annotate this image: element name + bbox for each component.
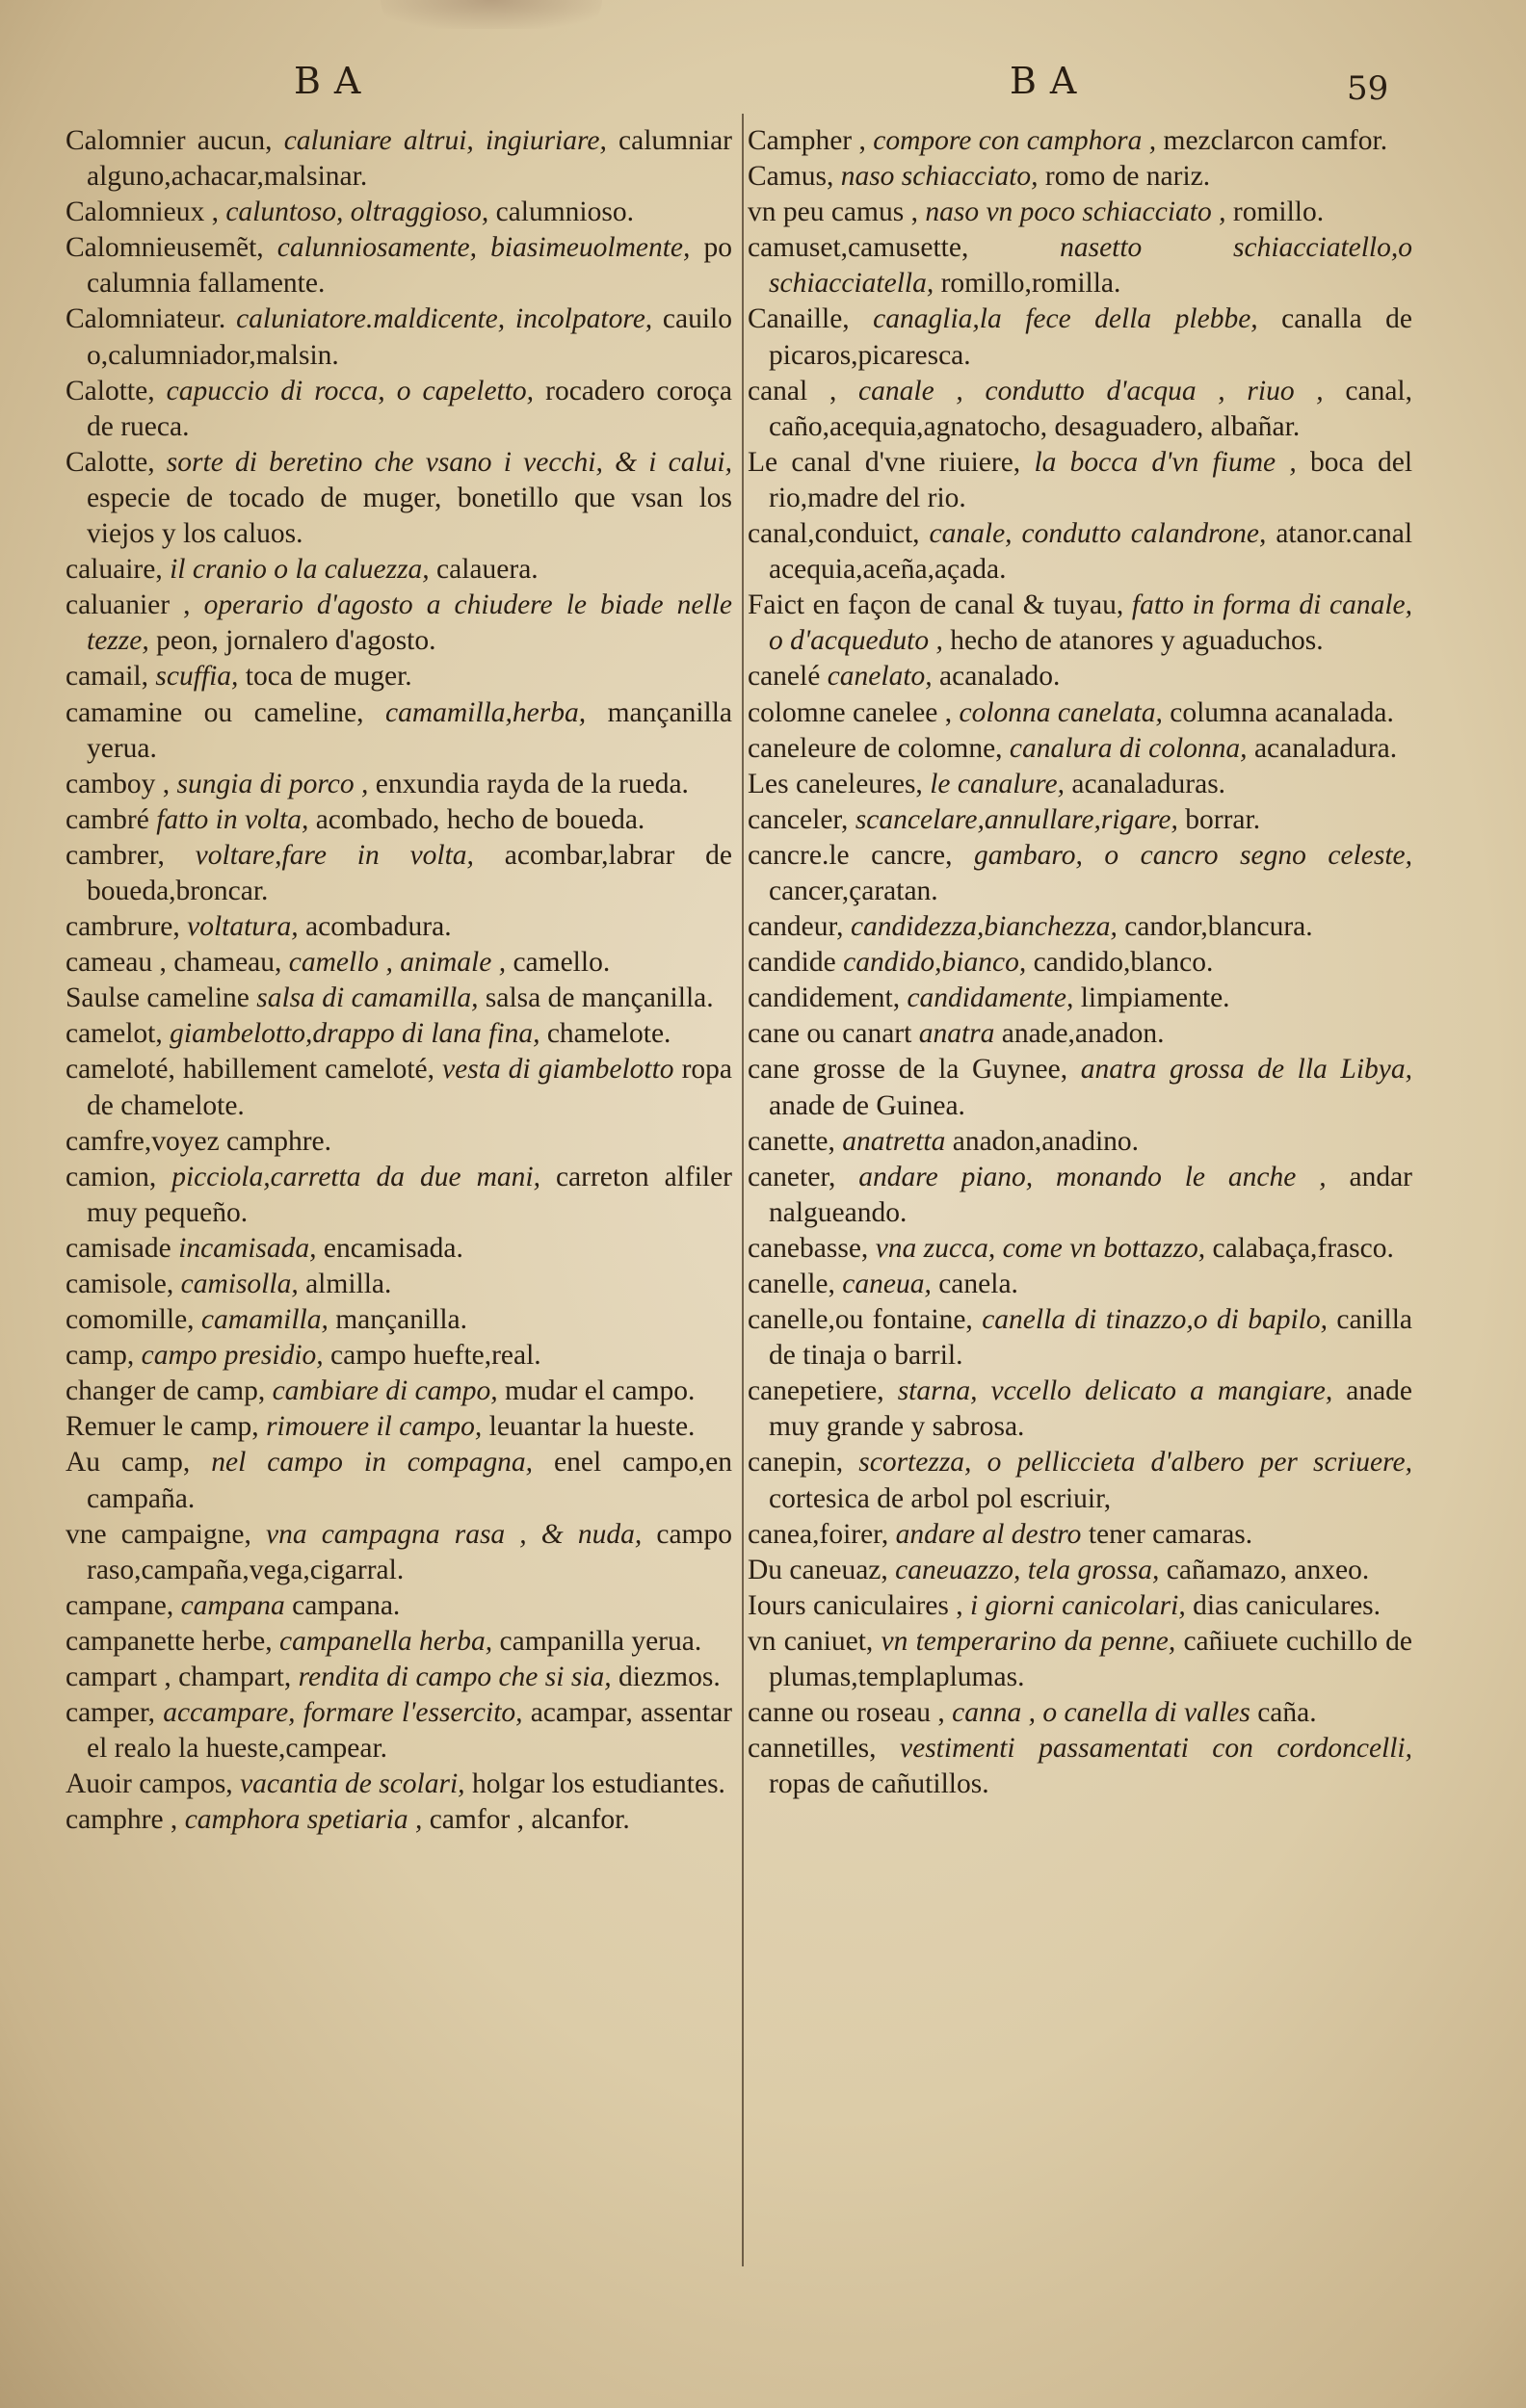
dictionary-entry: [66, 445, 732, 552]
page-number: 59: [1347, 69, 1389, 108]
dictionary-entry: [66, 1052, 732, 1123]
french-headword: candidement,: [748, 982, 901, 1014]
italian-gloss: candidezza,bianchezza,: [850, 911, 1118, 943]
french-headword: caluaire,: [66, 554, 163, 586]
italian-gloss: cambiare di campo,: [272, 1375, 498, 1407]
french-headword: camp,: [66, 1340, 135, 1372]
spanish-gloss: atanor.canal acequia,aceña,açada.: [769, 518, 1413, 586]
spanish-gloss: romillo,romilla.: [940, 268, 1121, 300]
french-headword: Au camp,: [66, 1447, 191, 1479]
italian-gloss: accampare, formare l'essercito,: [163, 1697, 523, 1729]
italian-gloss: capuccio di rocca, o capeletto,: [166, 375, 535, 406]
italian-gloss: operario d'agosto a chiudere le biade nelle tezze,: [87, 589, 733, 657]
italian-gloss: voltare,fare in volta,: [195, 839, 474, 871]
italian-gloss: vestimenti passamentati con cordoncelli,: [900, 1733, 1412, 1765]
spanish-gloss: acombadura.: [305, 911, 452, 943]
spanish-gloss: encamisada.: [323, 1232, 463, 1264]
spanish-gloss: acombar,labrar de boueda,broncar.: [87, 839, 732, 906]
italian-gloss: canella di tinazzo,o di bapilo,: [982, 1304, 1328, 1336]
spanish-gloss: borrar.: [1185, 803, 1261, 835]
spanish-gloss: leuantar la hueste.: [488, 1411, 696, 1443]
dictionary-entry: [748, 1231, 1412, 1267]
spanish-gloss: especie de tocado de muger, bonetillo que vsan los viejos y los caluos.: [87, 482, 732, 550]
dictionary-entry: [66, 1660, 732, 1695]
spanish-gloss: mudar el campo.: [505, 1375, 696, 1407]
spanish-gloss: columna acanalada.: [1170, 696, 1394, 728]
french-headword: campanette herbe,: [66, 1625, 273, 1657]
dictionary-entry: [748, 838, 1412, 909]
italian-gloss: caneua,: [842, 1269, 932, 1299]
spanish-gloss: anade,anadon.: [1001, 1018, 1165, 1050]
french-headword: camion,: [66, 1161, 157, 1192]
italian-gloss: campana: [180, 1589, 285, 1621]
french-headword: Campher ,: [748, 125, 866, 156]
dictionary-entry: [748, 445, 1412, 516]
italian-gloss: vacantia de scolari,: [240, 1768, 465, 1800]
spanish-gloss: anade muy grande y sabrosa.: [769, 1375, 1413, 1443]
spanish-gloss: romo de nariz.: [1044, 161, 1211, 193]
dictionary-entry: [748, 945, 1412, 981]
italian-gloss: le canalure,: [930, 768, 1065, 799]
french-headword: Calomniateur.: [66, 303, 226, 335]
french-headword: Calomnier aucun,: [66, 125, 273, 156]
italian-gloss: calunniosamente, biasimeuolmente,: [276, 232, 691, 264]
spanish-gloss: cañiuete cuchillo de plumas,templaplumas.: [769, 1625, 1413, 1693]
spanish-gloss: enel campo,en campaña.: [87, 1447, 732, 1514]
dictionary-entry: [748, 1517, 1412, 1553]
french-headword: cambrure,: [66, 911, 180, 943]
french-headword: vn caniuet,: [748, 1625, 874, 1657]
dictionary-entry: [66, 1338, 732, 1374]
dictionary-entry: [748, 767, 1412, 802]
italian-gloss: il cranio o la caluezza,: [170, 554, 430, 586]
italian-gloss: i giorni canicolari,: [970, 1589, 1186, 1621]
french-headword: cannetilles,: [748, 1733, 877, 1765]
italian-gloss: canelato,: [827, 661, 933, 693]
spanish-gloss: tener camaras.: [1088, 1518, 1253, 1550]
italian-gloss: nasetto schiacciatello,o schiacciatella,: [769, 232, 1412, 300]
italian-gloss: canalura di colonna,: [1009, 732, 1248, 764]
italian-gloss: vna zucca, come vn bottazzo,: [875, 1232, 1206, 1264]
dictionary-entry: [748, 123, 1412, 159]
italian-gloss: candido,bianco,: [843, 947, 1027, 979]
french-headword: vn peu camus ,: [748, 196, 918, 228]
french-headword: Calotte,: [66, 446, 155, 478]
running-head-right: BA: [1010, 60, 1091, 102]
spanish-gloss: toca de muger.: [245, 661, 412, 693]
dictionary-entry: [748, 1374, 1412, 1445]
italian-gloss: nel campo in compagna,: [211, 1447, 534, 1479]
french-headword: canelé: [748, 661, 821, 693]
italian-gloss: compore con camphora ,: [873, 125, 1157, 156]
spanish-gloss: hecho de atanores y aguaduchos.: [950, 625, 1324, 657]
spanish-gloss: candido,blanco.: [1033, 947, 1214, 979]
dictionary-entry: [748, 1445, 1412, 1516]
french-headword: Faict en façon de canal & tuyau,: [748, 589, 1124, 621]
french-headword: Auoir campos,: [66, 1768, 233, 1800]
italian-gloss: canale , condutto d'acqua , riuo ,: [858, 375, 1324, 406]
dictionary-entry: [66, 767, 732, 802]
spanish-gloss: calumnioso.: [495, 196, 634, 228]
dictionary-entry: [66, 1588, 732, 1624]
spanish-gloss: canal, caño,acequia,agnatocho, desaguadero, albañar.: [769, 375, 1412, 442]
spanish-gloss: calumniar alguno,achacar,malsinar.: [87, 125, 732, 193]
dictionary-entry: [748, 1267, 1412, 1302]
italian-gloss: camamilla,herba,: [384, 696, 587, 728]
spanish-gloss: romillo.: [1232, 196, 1325, 228]
spanish-gloss: acampar, assentar el realo la hueste,campear.: [87, 1697, 732, 1765]
french-headword: camisade: [66, 1232, 171, 1264]
italian-gloss: campo presidio,: [141, 1340, 324, 1372]
italian-gloss: canale, condutto calandrone,: [929, 518, 1267, 550]
dictionary-entry: [748, 802, 1412, 838]
spanish-gloss: peon, jornalero d'agosto.: [156, 625, 436, 657]
french-headword: cane ou canart: [748, 1018, 912, 1050]
italian-gloss: starna, vccello delicato a mangiare,: [897, 1375, 1333, 1407]
spanish-gloss: cancer,çaratan.: [769, 875, 938, 906]
italian-gloss: salsa di camamilla,: [256, 982, 479, 1014]
french-headword: camboy ,: [66, 768, 171, 799]
french-headword: caluanier ,: [66, 589, 191, 621]
italian-gloss: la bocca d'vn fiume ,: [1034, 446, 1297, 478]
french-headword: cambrer,: [66, 839, 165, 871]
dictionary-entry: [66, 695, 732, 767]
dictionary-entry: [748, 1124, 1412, 1160]
running-head-left: BA: [294, 60, 375, 102]
dictionary-entry: [66, 374, 732, 445]
dictionary-entry: [748, 1016, 1412, 1052]
dictionary-entry: [66, 1517, 732, 1588]
right-column: [748, 123, 1412, 1802]
dictionary-entry: [66, 802, 732, 838]
dictionary-entry: [748, 1588, 1412, 1624]
italian-gloss: anatra grossa de lla Libya,: [1080, 1054, 1412, 1086]
french-headword: Camus,: [748, 161, 834, 193]
french-headword: Du caneuaz,: [748, 1554, 888, 1585]
dictionary-entry: [66, 1695, 732, 1767]
french-headword: canelle,ou fontaine,: [748, 1304, 973, 1336]
italian-gloss: camisolla,: [180, 1269, 299, 1299]
spanish-gloss: anadon,anadino.: [952, 1125, 1140, 1157]
italian-gloss: rendita di campo che si sia,: [298, 1662, 612, 1693]
spanish-gloss: po calumnia fallamente.: [87, 232, 733, 300]
italian-gloss: naso schiacciato,: [840, 161, 1039, 193]
dictionary-entry: [66, 1016, 732, 1052]
italian-gloss: picciola,carretta da due mani,: [171, 1161, 540, 1192]
italian-gloss: sorte di beretino che vsano i vecchi, & i calui,: [166, 446, 732, 478]
spanish-gloss: calabaça,frasco.: [1212, 1232, 1394, 1264]
dictionary-entry: [66, 1445, 732, 1516]
french-headword: cameau , chameau,: [66, 947, 282, 979]
spanish-gloss: ropa de chamelote.: [87, 1054, 733, 1121]
dictionary-entry: [66, 1160, 732, 1231]
french-headword: canal,conduict,: [748, 518, 920, 550]
dictionary-entry: [748, 695, 1412, 731]
dictionary-entry: [66, 1267, 732, 1302]
french-headword: changer de camp,: [66, 1375, 266, 1407]
french-headword: vne campaigne,: [66, 1518, 251, 1550]
spanish-gloss: canalla de picaros,picaresca.: [769, 303, 1413, 371]
italian-gloss: candidamente,: [907, 982, 1074, 1014]
french-headword: canelle,: [748, 1269, 835, 1299]
spanish-gloss: chamelote.: [546, 1018, 671, 1050]
dictionary-entry: [748, 731, 1412, 767]
spanish-gloss: calauera.: [436, 554, 539, 586]
italian-gloss: fatto in forma di canale, o d'acqueduto ,: [769, 589, 1413, 657]
spanish-gloss: almilla.: [305, 1269, 392, 1299]
french-headword: Calomnieux ,: [66, 196, 219, 228]
italian-gloss: vna campagna rasa , & nuda,: [265, 1518, 643, 1550]
italian-gloss: camello , animale ,: [288, 947, 507, 979]
italian-gloss: camphora spetiaria ,: [184, 1804, 423, 1836]
spanish-gloss: acanaladura.: [1253, 732, 1398, 764]
dictionary-entry: [748, 301, 1412, 373]
french-headword: camuset,camusette,: [748, 232, 969, 264]
dictionary-entry: [748, 1160, 1412, 1231]
italian-gloss: vn temperarino da penne,: [881, 1625, 1176, 1657]
dictionary-entry: [66, 588, 732, 659]
spanish-gloss: mezclarcon camfor.: [1163, 125, 1388, 156]
dictionary-entry: [66, 123, 732, 195]
italian-gloss: rimouere il campo,: [266, 1411, 483, 1443]
spanish-gloss: rocadero coroça de rueca.: [87, 375, 732, 442]
french-headword: Calotte,: [66, 375, 155, 406]
french-headword: camisole,: [66, 1269, 174, 1299]
french-headword: Le canal d'vne riuiere,: [748, 446, 1021, 478]
dictionary-entry: [66, 838, 732, 909]
italian-gloss: naso vn poco schiacciato ,: [925, 196, 1226, 228]
italian-gloss: anatra: [918, 1018, 995, 1050]
spanish-gloss: acanalado.: [939, 661, 1061, 693]
french-headword: candide: [748, 947, 836, 979]
left-column: [66, 123, 732, 1839]
spanish-gloss: cañamazo, anxeo.: [1166, 1554, 1370, 1585]
spanish-gloss: canela.: [938, 1269, 1018, 1299]
spanish-gloss: boca del rio,madre del rio.: [769, 446, 1413, 513]
dictionary-entry: [748, 516, 1412, 588]
french-headword: canette,: [748, 1125, 835, 1157]
french-headword: candeur,: [748, 911, 844, 943]
italian-gloss: caluntoso, oltraggioso,: [225, 196, 489, 228]
italian-gloss: caluniatore.maldicente, incolpatore,: [236, 303, 653, 335]
italian-gloss: scortezza, o pelliccieta d'albero per scriuere,: [858, 1447, 1412, 1479]
dictionary-entry: [66, 230, 732, 301]
dictionary-entry: [748, 230, 1412, 301]
french-headword: camelot,: [66, 1018, 163, 1050]
french-headword: caneleure de colomne,: [748, 732, 1003, 764]
spanish-gloss: ropas de cañutillos.: [769, 1768, 989, 1800]
dictionary-entry: [66, 1302, 732, 1338]
paper-stain: [381, 0, 602, 29]
dictionary-entry: [66, 552, 732, 588]
french-headword: campart , champart,: [66, 1662, 292, 1693]
french-headword: caneter,: [748, 1161, 836, 1192]
italian-gloss: camamilla,: [200, 1304, 329, 1336]
italian-gloss: canna , o canella di valles: [952, 1697, 1250, 1729]
spanish-gloss: cortesica de arbol pol escriuir,: [769, 1482, 1112, 1514]
french-headword: camfre,voyez camphre.: [66, 1125, 331, 1157]
dictionary-entry: [66, 1124, 732, 1160]
french-headword: camail,: [66, 661, 148, 693]
dictionary-entry: [748, 909, 1412, 945]
french-headword: camper,: [66, 1697, 155, 1729]
spanish-gloss: campana.: [292, 1589, 401, 1621]
spanish-gloss: enxundia rayda de la rueda.: [375, 768, 689, 799]
dictionary-entry: [748, 659, 1412, 694]
dictionary-entry: [66, 1409, 732, 1445]
italian-gloss: voltatura,: [187, 911, 299, 943]
french-headword: canepetiere,: [748, 1375, 884, 1407]
italian-gloss: colonna canelata,: [959, 696, 1163, 728]
dictionary-entry: [748, 159, 1412, 195]
dictionary-entry: [66, 945, 732, 981]
french-headword: Canaille,: [748, 303, 850, 335]
dictionary-entry: [66, 1767, 732, 1802]
spanish-gloss: salsa de mançanilla.: [485, 982, 714, 1014]
italian-gloss: scancelare,annullare,rigare,: [855, 803, 1178, 835]
italian-gloss: caluniare altrui, ingiuriare,: [283, 125, 607, 156]
dictionary-entry: [66, 1802, 732, 1838]
spanish-gloss: andar nalgueando.: [769, 1161, 1413, 1228]
dictionary-entry: [66, 909, 732, 945]
dictionary-entry: [66, 1624, 732, 1660]
italian-gloss: giambelotto,drappo di lana fina,: [170, 1018, 540, 1050]
spanish-gloss: holgar los estudiantes.: [471, 1768, 725, 1800]
spanish-gloss: camello.: [513, 947, 611, 979]
dictionary-entry: [66, 301, 732, 373]
french-headword: cambré: [66, 803, 149, 835]
french-headword: Calomnieusemẽt,: [66, 232, 264, 264]
french-headword: canea,foirer,: [748, 1518, 889, 1550]
spanish-gloss: camfor , alcanfor.: [429, 1804, 630, 1836]
french-headword: canne ou roseau ,: [748, 1697, 945, 1729]
french-headword: Les caneleures,: [748, 768, 923, 799]
dictionary-entry: [748, 588, 1412, 659]
french-headword: canepin,: [748, 1447, 844, 1479]
dictionary-entry: [66, 1374, 732, 1409]
spanish-gloss: campo huefte,real.: [330, 1340, 541, 1372]
spanish-gloss: mançanilla yerua.: [87, 696, 733, 764]
spanish-gloss: mançanilla.: [335, 1304, 468, 1336]
french-headword: comomille,: [66, 1304, 195, 1336]
spanish-gloss: dias caniculares.: [1193, 1589, 1381, 1621]
spanish-gloss: limpiamente.: [1080, 982, 1230, 1014]
italian-gloss: andare piano, monando le anche ,: [858, 1161, 1327, 1192]
dictionary-entry: [66, 1231, 732, 1267]
spanish-gloss: campanilla yerua.: [499, 1625, 702, 1657]
french-headword: colomne canelee ,: [748, 696, 953, 728]
italian-gloss: vesta di giambelotto: [442, 1054, 674, 1086]
french-headword: camphre ,: [66, 1804, 178, 1836]
dictionary-entry: [748, 981, 1412, 1016]
dictionary-entry: [748, 1695, 1412, 1731]
dictionary-entry: [748, 195, 1412, 230]
spanish-gloss: cauilo o,calumniador,malsin.: [87, 303, 733, 371]
dictionary-entry: [66, 659, 732, 694]
dictionary-entry: [66, 981, 732, 1016]
dictionary-entry: [748, 374, 1412, 445]
italian-gloss: scuffia,: [155, 661, 239, 693]
dictionary-entry: [748, 1624, 1412, 1695]
spanish-gloss: caña.: [1257, 1697, 1317, 1729]
spanish-gloss: canilla de tinaja o barril.: [769, 1304, 1412, 1372]
french-headword: cameloté, habillement cameloté,: [66, 1054, 434, 1086]
dictionary-entry: [748, 1553, 1412, 1588]
french-headword: canal ,: [748, 375, 837, 406]
french-headword: canebasse,: [748, 1232, 869, 1264]
italian-gloss: andare al destro: [895, 1518, 1082, 1550]
dictionary-entry: [66, 195, 732, 230]
column-rule: [742, 114, 744, 2266]
spanish-gloss: carreton alfiler muy pequeño.: [87, 1161, 732, 1228]
french-headword: canceler,: [748, 803, 849, 835]
italian-gloss: gambaro, o cancro segno celeste,: [974, 839, 1413, 871]
french-headword: cane grosse de la Guynee,: [748, 1054, 1068, 1086]
french-headword: camamine ou cameline,: [66, 696, 364, 728]
spanish-gloss: candor,blancura.: [1124, 911, 1313, 943]
italian-gloss: canaglia,la fece della plebbe,: [873, 303, 1258, 335]
italian-gloss: fatto in volta,: [156, 803, 309, 835]
dictionary-entry: [748, 1052, 1412, 1123]
dictionary-entry: [748, 1731, 1412, 1802]
italian-gloss: sungia di porco ,: [176, 768, 369, 799]
french-headword: cancre.le cancre,: [748, 839, 953, 871]
spanish-gloss: diezmos.: [618, 1662, 721, 1693]
french-headword: campane,: [66, 1589, 174, 1621]
italian-gloss: anatretta: [842, 1125, 946, 1157]
italian-gloss: caneuazzo, tela grossa,: [895, 1554, 1160, 1585]
italian-gloss: campanella herba,: [278, 1625, 493, 1657]
french-headword: Remuer le camp,: [66, 1411, 259, 1443]
spanish-gloss: acombado, hecho de boueda.: [315, 803, 645, 835]
french-headword: Saulse cameline: [66, 982, 250, 1014]
italian-gloss: incamisada,: [178, 1232, 317, 1264]
spanish-gloss: acanaladuras.: [1071, 768, 1226, 799]
french-headword: Iours caniculaires ,: [748, 1589, 963, 1621]
dictionary-entry: [748, 1302, 1412, 1374]
spanish-gloss: campo raso,campaña,vega,cigarral.: [87, 1518, 732, 1585]
spanish-gloss: anade de Guinea.: [769, 1089, 965, 1121]
